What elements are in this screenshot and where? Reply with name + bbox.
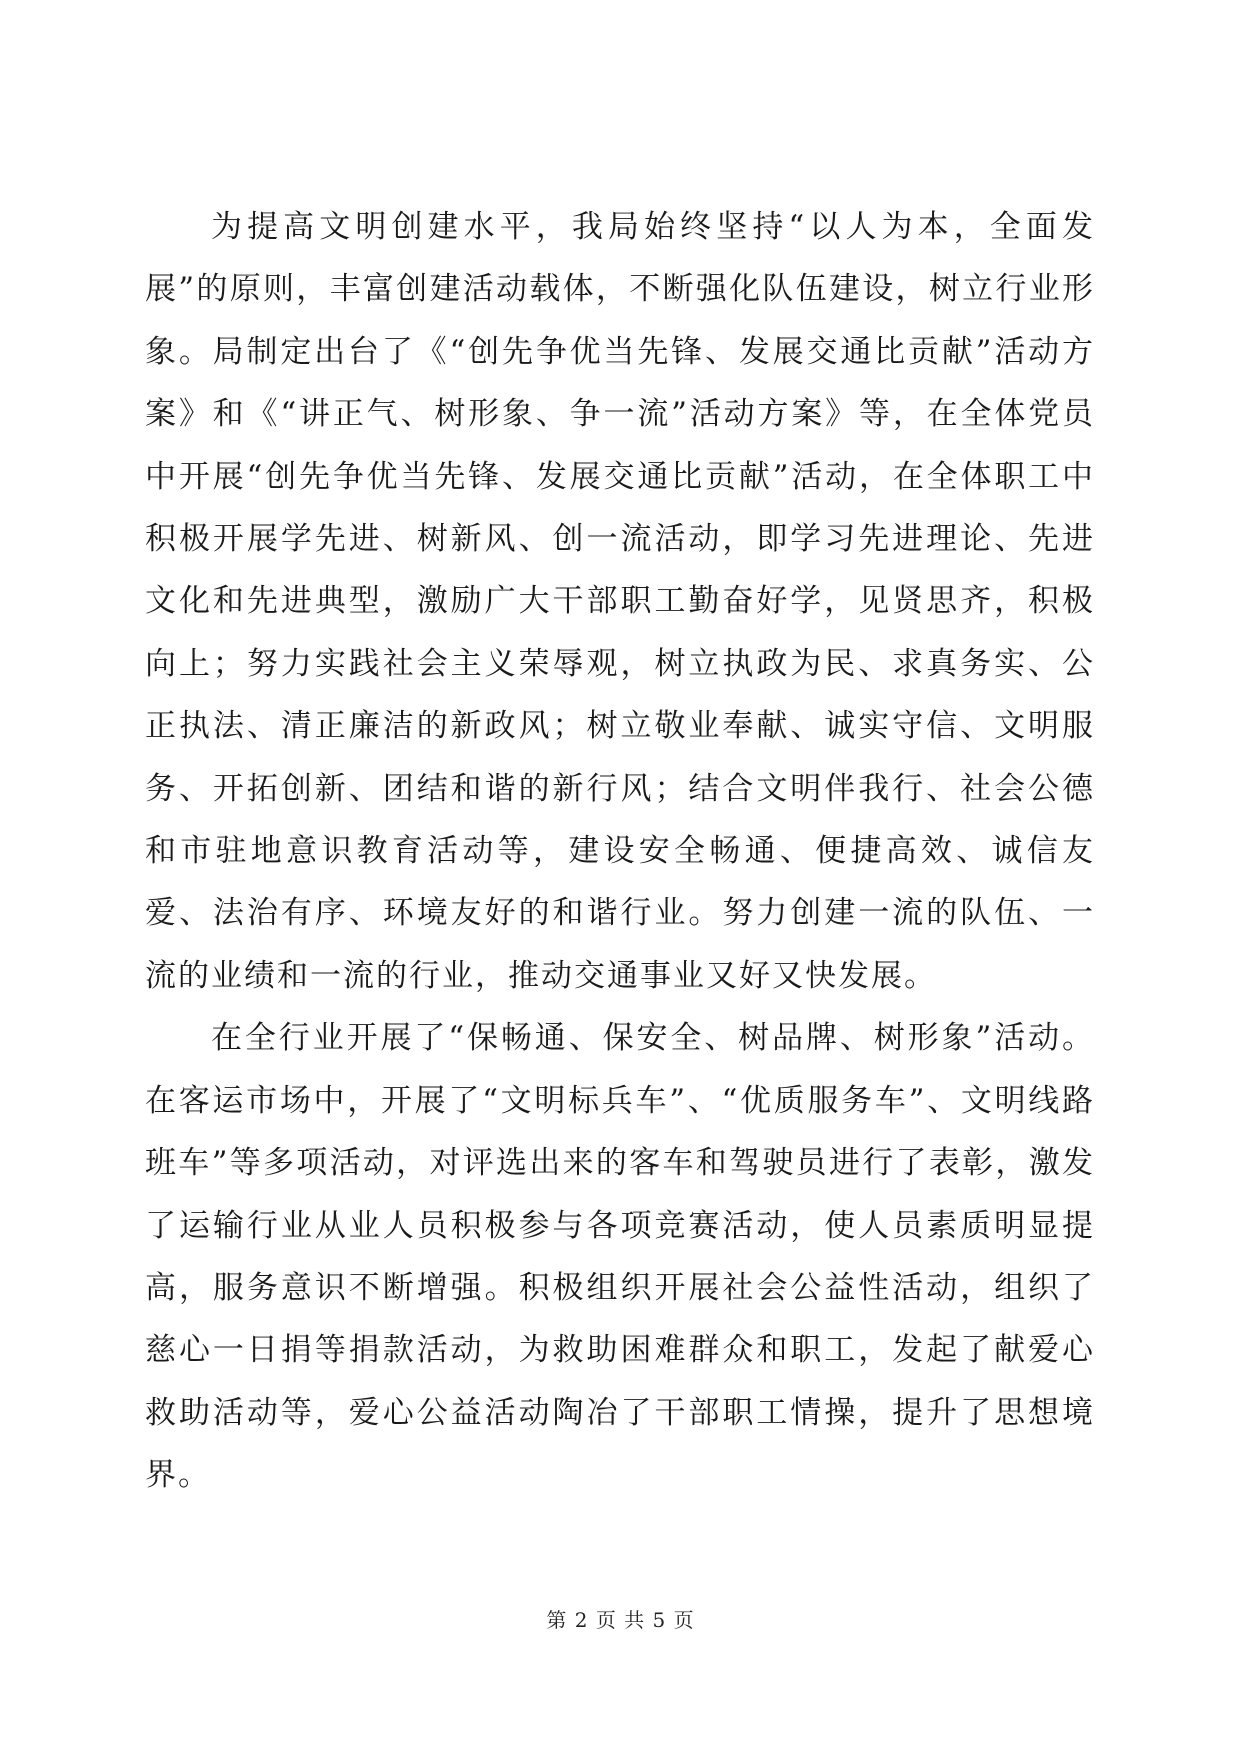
document-body xyxy=(145,196,1095,1507)
paragraph-industry-activities: 在全行业开展了“保畅通、保安全、树品牌、树形象”活动。在客运市场中，开展了“文明标兵车”、“优质服务车”、文明线路班车”等多项活动，对评选出来的客车和驾驶员进行了表彰，激发了运输行业从业人员积极参与各项竞赛活动，使人员素质明显提高，服务意识不断增强。积极组织开展社会公益性活动，组织了慈心一日捐等捐款活动，为救助困难群众和职工，发起了献爱心救助活动等，爱心公益活动陶冶了干部职工情操，提升了思想境界。 xyxy=(145,1020,1095,1494)
page-number-footer: 第 2 页 共 5 页 xyxy=(546,1608,695,1632)
paragraph-civilization-building: 为提高文明创建水平，我局始终坚持“以人为本，全面发展”的原则，丰富创建活动载体，不断强化队伍建设，树立行业形象。局制定出台了《“创先争优当先锋、发展交通比贡献”活动方案》和《“讲正气、树形象、争一流”活动方案》等，在全体党员中开展“创先争优当先锋、发展交通比贡献”活动，在全体职工中积极开展学先进、树新风、创一流活动，即学习先进理论、先进文化和先进典型，激励广大干部职工勤奋好学，见贤思齐，积极向上；努力实践社会主义荣辱观，树立执政为民、求真务实、公正执法、清正廉洁的新政风；树立敬业奉献、诚实守信、文明服务、开拓创新、团结和谐的新行风；结合文明伴我行、社会公德和市驻地意识教育活动等，建设安全畅通、便捷高效、诚信友爱、法治有序、环境友好的和谐行业。努力创建一流的队伍、一流的业绩和一流的行业，推动交通事业又好又快发展。 xyxy=(145,209,1095,994)
